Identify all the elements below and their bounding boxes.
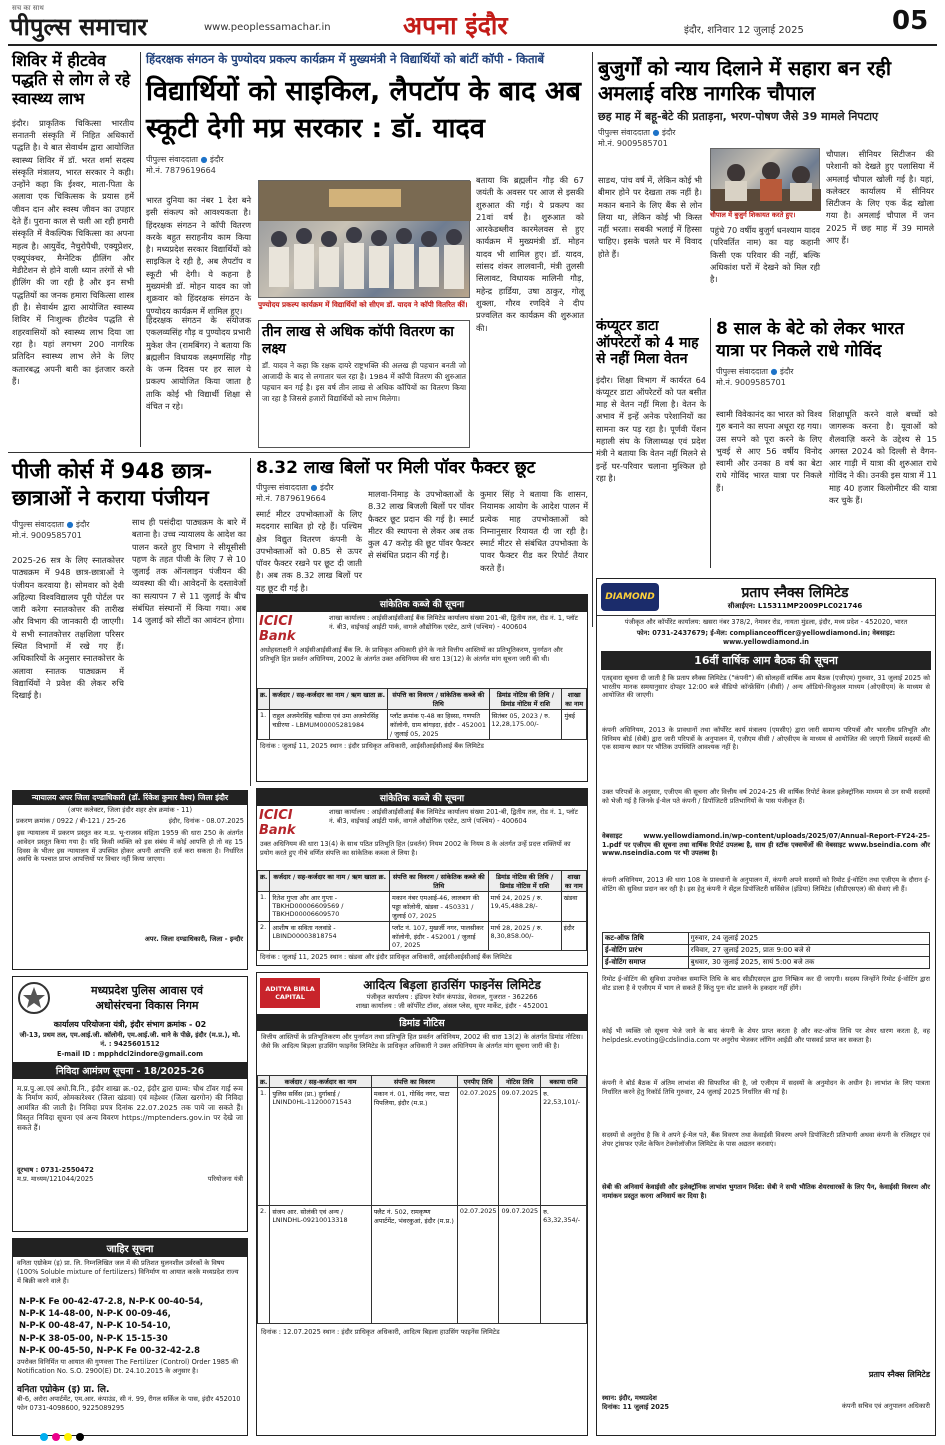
section-divider [8,452,592,453]
bullet-icon: ● [200,154,208,164]
sidebar-box-body: डॉ. यादव ने कहा कि रक्षक दायरे राष्ट्रभक्ति की अलख ही पहचान बनती जो आजादी के बाद से लगातार चल रहा है। 1984 में कॉपी वितरण की शुरुआत पहचान बन गई है। इस वर्ष तीन लाख से अधिक कॉपियों का वितरण किया जा रहा है जिससे हजारों विद्यार्थियों को लाभ मिलेगा। [262,361,466,404]
byline-mobile: मो.नं. 7879619664 [146,165,216,175]
group-photo-icon [259,181,471,299]
byline-mobile: मो.नं. 9009585701 [716,378,786,388]
agm-para-5: रिमोट ई-वोटिंग की सुविधा उपरोक्त समाप्ति तिथि के बाद सीडीएसएल द्वारा निष्क्रिय कर दी जाएगी। सदस्य जिन्होंने रिमोट ई-वोटिंग द्वारा वोट डाला है वे एजीएम में भाग ले सकते हैं किंतु पुनः वोट डालने के हकदार नहीं होंगे। [602,974,930,992]
table-cell: रु. 63,32,354/- [541,1205,587,1323]
org-office: कार्यालय परियोजना यंत्री, इंदौर संभाग क्रमांक - 02 [53,1020,207,1029]
notice-address: शाखा कार्यालय : आईसीआईसीआई बैंक लिमिटेड कार्यालय संख्या 201-बी, द्वितीय तल, रोड नं. 1, प्लॉट नं. बी3, वाईफाई आईटी पार्क, वागले औद्योगिक एस्टेट, ठाणे (पश्चिम) - 400604 [329,808,578,825]
yatra-headline: 8 साल के बेटे को लेकर भारत यात्रा पर निकले राधे गोविंद [716,319,905,362]
agm-signature [602,1369,930,1429]
table-cell: 1. [258,892,270,922]
table-cell: ई-वोटिंग प्रारंभ [603,944,689,956]
sign-place: स्थान: इंदौर, मध्यप्रदेश [602,1394,657,1402]
table-row [258,1205,587,1323]
court-notice [12,790,248,970]
website-link[interactable]: www.peoplessamachar.in [204,22,331,33]
yellow-diamond-logo: DIAMOND [601,583,659,611]
court-case-no: प्रकरण क्रमांक / 0922 / बी-121 / 25-26 [16,816,126,825]
elder-byline [598,127,936,138]
elder-col-2: पहुंचे 70 वर्षीय बुजुर्ग धनश्याम यादव (परिवर्तित नाम) का यह कहानी किसी एक परिवार की नहीं, बल्कि अधिकांश घरों में देखने को मिल रही है। [710,225,820,285]
aditya-notice-text: वित्तीय आस्तियों के प्रतिभूतिकरण और पुनर्गठन तथा प्रतिभूति हित प्रवर्तन अधिनियम, 2002 की धारा 13(2) के अंतर्गत डिमांड नोटिस। जैसे कि आदित्य बिड़ला हाउसिंग फाइनेंस लिमिटेड के प्राधिकृत अधिकारी ने उक्त अधिनियम के अंतर्गत मांग सूचना जारी की है। [261,1032,583,1050]
table-cell: मार्च 28, 2025 / रु. 8,30,858.00/- [488,922,561,951]
table-cell: प्लॉट नं. 107, मुखर्जी नगर, पालसीकर कॉलोनी, इंदौर - 452001 / जुलाई 07, 2025 [390,922,488,951]
newspaper-logo: पीपुल्स समाचार [10,12,148,41]
notice-footer: दिनांक : जुलाई 11, 2025 स्थान : इंदौर प्राधिकृत अधिकारी, आईसीआईसीआई बैंक लिमिटेड [260,742,484,750]
power-col-3: कुमार सिंह ने बताया कि शासन, नियामक आयोग के आदेश पालन में प्रत्येक माह उपभोक्ताओं को निम्नानुसार रियायत दी जा रही है। स्मार्ट मीटर से संबंधित उपभोक्ता के पावर फैक्टर रीड कर रिपोर्ट तैयार करते हैं। [480,489,588,573]
notice-table [257,870,587,951]
registration-mark-cyan [40,1433,48,1441]
annual-report-link[interactable]: वेबसाइट www.yellowdiamond.in/wp-content/uploads/2025/07/Annual-Report-FY24-25-1.pdf पर एजीएम की सूचना तथा वार्षिक रिपोर्ट उपलब्ध है, साथ ही स्टॉक एक्सचेंजों की वेबसाइट www.bseindia.com और www.nseindia.com पर भी उपलब्ध है। [602,831,930,858]
table-cell: सितंबर 05, 2023 / रु. 12,28,175.00/- [489,710,562,740]
dateline: इंदौर, शनिवार 12 जुलाई 2025 [684,25,804,36]
table-cell: रितेश गुप्ता और आर गुप्ता - TBKHD00006609569 / TBKHD00006609570 [270,892,390,922]
table-cell: 09.07.2025 [499,1087,541,1205]
lead-sidebar-box [258,320,470,448]
table-header: एनपीए तिथि [457,1075,499,1087]
table-cell: इंदौर [561,922,586,951]
company-address: पंजीकृत और कॉर्पोरेट कार्यालय: खसरा नंबर 378/2, नेमावर रोड, नायता मुंडला, इंदौर, मध्य प्रदेश - 452020, भारत [624,618,908,626]
masthead-divider [8,44,937,46]
table-row [258,710,587,740]
table-header: कर्जदार / सह-कर्जदार का नाम [270,1075,371,1087]
lead-story [146,52,586,452]
aditya-notice-title: डिमांड नोटिस [257,1014,587,1031]
icici-notice-1 [256,594,588,782]
pg-story [12,458,248,786]
table-cell: 09.07.2025 [499,1205,541,1323]
table-cell: पुलिस सर्विस (प्रा.) दुर्गाबाई / LNIND0HL-11200071543 [270,1087,371,1205]
agm-para-3: उक्त परिपत्रों के अनुसार, एजीएम की सूचना और वित्तीय वर्ष 2024-25 की वार्षिक रिपोर्ट केवल इलेक्ट्रॉनिक माध्यम से उन सभी सदस्यों को भेजी गई है जिनके ई-मेल पते कंपनी / डिपॉजिटरी प्रतिभागियों के पास पंजीकृत हैं। [602,787,930,805]
left-story [12,52,134,452]
agm-para-9: सेबी की अनिवार्य केवाईसी और इलेक्ट्रॉनिक लाभांश भुगतान निर्देश: सेबी ने सभी भौतिक शेयरधारकों के लिए पैन, केवाईसी विवरण और नामांकन प्रस्तुत करना अनिवार्य कर दिया है। [602,1182,930,1200]
table-cell: रु. 22,53,101/- [541,1087,587,1205]
byline-city: इंदौर [320,483,334,493]
table-cell: आशीष वा सविता नलवांडे - LBIND00003818754 [270,922,390,951]
public-notice [12,1238,248,1436]
elder-deck: छह माह में बहू-बेटे की प्रताड़ना, भरण-पोषण जैसे 39 मामले निपटाए [598,110,879,123]
list-item: N-P-K 38-05-00, N-P-K 15-15-30 [19,1332,168,1343]
bullet-icon: ● [66,519,74,529]
org-name-line2: अधोसंरचना विकास निगम [95,999,199,1012]
byline-author: पीपुल्स संवाददाता [12,519,64,529]
yatra-byline [716,366,938,377]
table-cell: मार्च 24, 2025 / रु. 19,45,488.28/- [488,892,561,922]
notice-table [257,688,587,740]
table-row [603,944,930,956]
pg-col-1: 2025-26 सत्र के लिए स्नातकोत्तर पाठ्यक्रम में 948 छात्र-छात्राओं ने पंजीयन करवाया है। सोमवार को देवी अहिल्या विश्वविद्यालय पूरी पोर्टल पर जारी करेगा स्नातकोत्तर की तारीख और विभाग की जानकारी दी जाएगी। ये सभी स्नातकोत्तर तक्षशिला परिसर स्थित विभागों में रखे गए हैं। अधिकारियों के अनुसार स्नातकोत्तर के अलावा स्नातक पाठ्यक्रम में विद्यार्थियों ने प्रवेश की लेकर रुचि दिखाई है। [12,555,124,701]
agm-para-4: कंपनी अधिनियम, 2013 की धारा 108 के प्रावधानों के अनुपालन में, कंपनी अपने सदस्यों को रिमोट ई-वोटिंग तथा एजीएम के दौरान ई-वोटिंग की सुविधा प्रदान कर रही है। इस हेतु कंपनी ने सेंट्रल डिपॉजिटरी सर्विसेज (इंडिया) लिमिटेड (सीडीएसएल) की सेवाएं ली हैं। [602,875,930,893]
list-item: N-P-K 14-48-00, N-P-K 00-09-46, [19,1308,171,1319]
icici-logo: ICICI Bank [259,614,296,644]
elder-story [598,56,936,311]
agm-title: 16वीं वार्षिक आम बैठक की सूचना [601,651,931,670]
sign-company: प्रताप स्नैक्स लिमिटेड [868,1370,930,1379]
registration-mark-black [76,1433,84,1441]
left-story-body: इंदौर। प्राकृतिक चिकित्सा भारतीय सनातनी संस्कृति में निहित अधिकारों पद्धति है। ये बात सेवार्थम द्वारा आयोजित स्वास्थ्य शिविर में डॉ. भरत शर्मा सदस्य संस्कृति मंत्रालय, भारत सरकार ने कही। उन्होंने कहा कि ईश्वर, माता-पिता के अलावा एक चिकित्सक के प्रयास हमें जीवन दान और स्वस्थ जीवन का उपहार देते हैं। पुराना काल से चली आ रही हमारी संस्कृति में वैकल्पिक चिकित्सा का अपना महत्व है। आयुर्वेद, नैचुरोपैथी, एक्यूप्रेशर, एक्यूपंक्चर, मैग्नेटिक हीलिंग और मेडीटेशन से होने वाली ध्यान तरंगों से भी हीलिंग की जा रही है और इन सभी पद्धतियों का जनक हमारा चिकित्सा शास्त्र ही है। सेवार्थम द्वारा आयोजित स्वास्थ्य शिविर में निःशुल्क हीटवेव पद्धति से शहरवासियों को स्वास्थ्य लाभ दिया जा रहा है। यहां लगभग 200 नागरिक प्रतिदिन स्वास्थ्य लाभ लेने के लिए कतारबद्ध अपनी बारी का इंतजार करते हैं। [12,117,134,386]
table-cell: कट-ऑफ तिथि [603,932,689,944]
list-item: N-P-K 00-48-47, N-P-K 10-54-10, [19,1320,171,1331]
court-notice-body: इस न्यायालय में प्रकरण प्रस्तुत कर म.प्र. भू-राजस्व संहिता 1959 की धारा 250 के अंतर्गत आवेदन प्रस्तुत किया गया है। यदि किसी व्यक्ति को इस संबंध में कोई आपत्ति हो तो वह 15 दिवस के भीतर इस न्यायालय में उपस्थित होकर अपनी आपत्ति दर्ज करा सकता है। निर्धारित अवधि के पश्चात प्राप्त आपत्तियों पर विचार नहीं किया जाएगा। [17,828,243,864]
yatra-col-1: स्वामी विवेकानंद का भारत को विश्व गुरु बनाने का सपना अधूरा रह गया। उस सपने को पूरा करने के लिए भुवई से आए 56 वर्षीय विनोद स्वामी और उनका 8 वर्ष का बेटा राधे गोविंद भारत यात्रा पर निकले हैं। [716,409,822,493]
table-cell: 2. [258,922,270,951]
public-notice-title: जाहिर सूचना [13,1239,247,1257]
table-cell: ई-वोटिंग समाप्त [603,956,689,968]
power-col-1: स्मार्ट मीटर उपभोक्ताओं के लिए मददगार साबित हो रहे हैं। पश्चिम क्षेत्र विद्युत वितरण कंपनी के उपभोक्ताओं को 0.85 से ऊपर पॉवर फैक्टर रखने पर छूट दी जाती है। अब तक 8.32 लाख बिलों पर यह छूट दी गई है। [256,509,362,593]
notice-title: सांकेतिक कब्जे की सूचना [257,789,587,806]
table-cell: 02.07.2025 [457,1205,499,1323]
aditya-office: शाखा कार्यालय : जी कॉर्पोरेट टॉवर, अंसल प्लेस, सुपर मार्केट, इंदौर - 452001 [355,1001,549,1010]
elder-photo-caption: चौपाल में बुजुर्ग शिकायत करते हुए। [710,211,796,219]
column-divider [592,52,593,627]
power-col-2: मालवा-निमाड़ के उपभोक्ताओं के 8.32 लाख बिजली बिलों पर पॉवर फैक्टर छूट प्रदान की गई है। स्मार्ट मीटर की स्थापना से लेकर अब तक कुल 47 करोड़ की छूट पॉवर फैक्टर से संबंधित प्रदान की गई है। [368,489,474,561]
police-housing-tender [12,976,248,1232]
agm-para-6: कोई भी व्यक्ति जो सूचना भेजे जाने के बाद कंपनी के शेयर प्राप्त करता है और कट-ऑफ तिथि पर शेयर धारण करता है, वह helpdesk.evoting@cdslindia.com पर अनुरोध भेजकर लॉगिन आईडी और पासवर्ड प्राप्त कर सकता है। [602,1026,930,1044]
company-contact: फोन: 0731-2437679; ई-मेल: complianceofficer@yellowdiamond.in; वेबसाइट: www.yellowdiamond.in [636,628,896,646]
lead-photo-caption: पुण्योदय प्रकल्प कार्यक्रम में विद्यार्थियों को सीएम डॉ. यादव ने कॉपी वितरित कीं। [258,300,468,309]
bullet-icon: ● [652,128,660,137]
sidebar-box-title: तीन लाख से अधिक कॉपी वितरण का लक्ष्य [262,324,454,357]
table-cell: मकान नंबर एमआई-46, लालबाग की पड्डा कॉलोनी, खंडवा - 450331 / जुलाई 07, 2025 [390,892,488,922]
table-header: संपत्ति का विवरण / सांकेतिक कब्जे की तिथि [390,871,488,892]
elder-col-3: चौपाल। सीनियर सिटीजन की परेशानी को देखते हुए पलासिया में अमलाई चौपाल खोली गई है। यहां, कलेक्टर कार्यालय में सीनियर सिटीजन के लिए एक केंद्र खोला गया है। अमलाई चौपाल में जन 2025 में छह माह में 39 मामले आए हैं। [826,149,934,246]
court-date: इंदौर, दिनांक - 08.07.2025 [168,816,244,825]
section-title: अपना इंदौर [403,11,508,40]
tender-ref: म.प्र. माध्यम/121044/2025 [17,1174,94,1183]
table-header: कर्जदार / सह-कर्जदार का नाम / ऋण खाता क्र. [270,689,388,710]
tender-sign: परियोजना यंत्री [207,1174,243,1183]
fertilizer-company: वनिता एग्रोकेम (इ) प्रा. लि. [17,1384,110,1395]
lead-col-2: हिंदरक्षक संगठन के संयोजक एकलव्यसिंह गौड़ व पुण्योदय प्रभारी मुकेश जैन (रामबिंगर) ने बताया कि ब्रह्मलीन विधायक लक्ष्मणसिंह गौड़ के जन्म दिवस पर हर साल ये प्रकल्प आयोजित किया जाता है ताकि कोई भी विद्यार्थी शिक्षा से वंचित न रहे। [146,315,251,412]
byline-mobile: मो.नं. 9009585701 [598,139,668,148]
table-header: डिमांड नोटिस की तिथि / डिमांड नोटिस में राशि [489,689,562,710]
fertilizer-company-address: बी-6, अरोरा अपार्टमेंट, एम.आर. कंपाउंड, सी नं. 99, रीगल सर्किल के पास, इंदौर 452010 फोन 0731-4098600, 9225089295 [17,1394,241,1412]
column-divider [710,318,711,568]
table-cell: रविवार, 27 जुलाई 2025, प्रातः 9:00 बजे से [688,944,929,956]
brand-tagline: सच का साथ [12,4,44,12]
lead-col-3: बताया कि ब्रह्मलीन गौड़ की 67 जयंती के अवसर पर आज से इसकी शुरुआत की गई। ये प्रकल्प का 21वां वर्ष है। शुरुआत को आरकेडब्लीव कारमेलवस से हुए कार्यक्रम में मुख्यमंत्री डॉ. मोहन यादव भी शामिल हुए। डॉ. यादव, सांसद शंकर लालवानी, मंत्री तुलसी सिलावट, विधायक मालिनी गौड़, महेन्द्र हार्डिया, उषा ठाकुर, गोलू शुक्ला, गौरव रणदिवे ने दीप प्रज्वलित कर कार्यक्रम की शुरुआत की। [476,175,584,333]
byline-city: इंदौर [780,367,794,377]
police-emblem-icon [17,981,51,1015]
aditya-table [257,1075,587,1324]
page-number: 05 [892,6,929,36]
table-cell: गुरुवार, 24 जुलाई 2025 [688,932,929,944]
byline-author: पीपुल्स संवाददाता [256,483,308,493]
pg-col-2: साथ ही पसंदीदा पाठ्यक्रम के बारे में बताना है। उच्च न्यायालय के आदेश का पालन करते हुए विभाग ने सीयूसीसी पहण के तहत पीजी के लिए 7 से 10 जुलाई तक ऑनलाइन पंजीयन की व्यवस्था की थी। आवेदनों के दस्तावेजों का सत्यापन 7 से 11 जुलाई के बीच संबंधित संस्थानों में किया गया। अब 14 जुलाई को सीटों का आवंटन होगा। [132,517,246,626]
tender-body: म.प्र.पु.आ.एवं अधो.वि.नि., इंदौर शाखा क्र.-02, इंदौर द्वारा ग्राम्य: चौथ टॉवर गाई रूम के निर्माण कार्य, ओमकारेश्वर (जिला खंडवा) एवं महेश्वर (जिला खरगोन) की निविदा आमंत्रित की जाती है। निविदा प्रपत्र दिनांक 22.07.2025 तक पाये जा सकते हैं। विस्तृत निविदा सूचना एवं अन्य विवरण https://mptenders.gov.in पर देखे जा सकते हैं। [17,1083,243,1132]
power-headline: 8.32 लाख बिलों पर मिली पॉवर फैक्टर छूट [256,458,536,478]
pratap-agm-notice [596,578,936,1436]
agm-para-8: सदस्यों से अनुरोध है कि वे अपने ई-मेल पते, बैंक विवरण तथा केवाईसी विवरण अपने डिपॉजिटरी प्रतिभागी अथवा कंपनी के रजिस्ट्रार एवं शेयर ट्रांसफर एजेंट केफिन टेक्नोलॉजीज लिमिटेड के पास अद्यतन करवाएं। [602,1130,930,1148]
byline-city: इंदौर [76,519,90,529]
list-item: N-P-K Fe 00-42-47-2.8, N-P-K 00-40-54, [19,1296,204,1306]
icici-logo: ICICI Bank [259,808,296,838]
table-row [258,922,587,951]
table-row [603,956,930,968]
yatra-col-2: शिक्षाधूति करने वाले बच्चों को जागरूक करना है। यूवाओं को शैलवाज़ि करने के उद्देश्य से 15 अगस्त 2024 को दिल्ली से वैगन-आर गाड़ी में यात्रा की शुरुआत राधे गोविंद ने की। उनकी इस यात्रा में 11 माह 40 हजार किलोमीटर की यात्रा कर चुके हैं। [829,409,937,506]
table-cell: बुधवार, 30 जुलाई 2025, सायं 5:00 बजे तक [688,956,929,968]
org-email[interactable]: E-mail ID : mpphdcl2indore@gmail.com [57,1049,203,1058]
public-notice-footer: उपरोक्त विनिर्मित या आयात की गुणवत्ता The Fertilizer (Control) Order 1985 की Notification No. S.O. 2900(E) Dt. 24.10.2015 के अनुसार है। [17,1357,239,1375]
bullet-icon: ● [770,367,778,377]
table-cell: 1. [258,1087,270,1205]
table-header: क्र. [258,871,270,892]
byline-author: पीपुल्स संवाददाता [146,154,198,164]
table-header: बकाया राशि [541,1075,587,1087]
table-cell: राहुल अजमेरसिंह चडीरया एवं उमा अजमेरसिंह चडीरया - LBMUM00005281984 [270,710,388,740]
registration-mark-yellow [64,1433,72,1441]
notice-text: अधोहस्ताक्षरी ने आईसीआईसीआई बैंक लि. के प्राधिकृत अधिकारी होने के नाते वित्तीय आस्तियों का प्रतिभूतिकरण, पुनर्गठन और प्रतिभूति हित प्रवर्तन अधिनियम, 2002 के अंतर्गत उक्त अधिनियम की धारा 13(12) के अंतर्गत मांग सूचना जारी की थी। [260,646,563,663]
elder-col-1: साडथ, पांच वर्ष में, लेकिन कोई भी बीमार होने पर देखता तक नहीं है। मकान बनाने के लिए बैंक से लोन लिया था, लेकिन कोई भी किस्त नहीं भरता। सबकी भलाई में हिस्सा चाहिए। इसके चलते घर में विवाद होते हैं। [598,175,702,259]
byline-mobile: मो.नं. 9009585701 [12,530,82,540]
table-cell: संजय आर. सोलंकी एवं अन्य / LNINDHL-09210013318 [270,1205,371,1323]
registration-mark-magenta [52,1433,60,1441]
byline-city: इंदौर [662,128,676,137]
byline-mobile: मो.नं. 7879619664 [256,494,326,504]
notice-title: सांकेतिक कब्जे की सूचना [257,595,587,612]
table-cell: खंडवा [561,892,586,922]
fertilizer-grades [13,1295,247,1356]
lead-kicker: हिंदरक्षक संगठन के पुण्योदय प्रकल्प कार्यक्रम में मुख्यमंत्री ने विद्यार्थियों को बांटीं कॉपी - किताबें [146,52,545,66]
table-header: शाखा का नाम [562,689,587,710]
table-cell: 02.07.2025 [457,1087,499,1205]
sign-date: दिनांक: 11 जुलाई 2025 [602,1402,669,1411]
elder-headline: बुजुर्गों को न्याय दिलाने में सहारा बन रही अमलाई वरिष्ठ नागरिक चौपाल [598,56,892,105]
agm-para-7: कंपनी ने बोर्ड बैठक में अंतिम लाभांश की सिफारिश की है, जो एजीएम में सदस्यों के अनुमोदन के अधीन है। लाभांश के लिए पात्रता निर्धारित करने हेतु रिकॉर्ड तिथि गुरुवार, 24 जुलाई 2025 निर्धारित की गई है। [602,1078,930,1096]
computer-body: इंदौर। शिक्षा विभाग में कार्यरत 64 कंप्यूटर डाटा ऑपरेटरों को पत बसीत माह से वेतन नहीं मिला है। वेतन के अभाव में इन्हें अनेक परेशानियों का सामना कर पड़ रहा है। पूर्णवी पेंशन महाली संघ के जिलाध्यक्ष एवं प्रदेश मंत्री ने बताया कि वेतन नहीं मिलने से इन्हें घर-परिवार चलाना मुश्किल हो रहा है। [596,374,706,483]
company-name: प्रताप स्नैक्स लिमिटेड [741,585,849,601]
table-header: कर्जदार / सह-कर्जदार का नाम / ऋण खाता क्र. [270,871,390,892]
elder-photo [710,148,820,210]
tender-phone: दूरभाष : 0731-2550472 [17,1165,94,1174]
column-divider [250,458,251,786]
table-header: संपत्ति का विवरण / सांकेतिक कब्जे की तिथि [388,689,489,710]
table-header: संपत्ति का विवरण [371,1075,457,1087]
table-row [258,1087,587,1205]
aditya-birla-notice [256,972,588,1436]
yatra-story [716,318,938,570]
table-header: क्र. [258,1075,270,1087]
tender-title: निविदा आमंत्रण सूचना - 18/2025-26 [13,1062,247,1079]
table-header: नोटिस तिथि [499,1075,541,1087]
court-notice-sign: अपर. जिला दण्डाधिकारी, जिला - इन्दौर [144,934,243,943]
aditya-footer: दिनांक : 12.07.2025 स्थान : इंदौर प्राधिकृत अधिकारी, आदित्य बिड़ला हाउसिंग फाइनेंस लिमिटेड [261,1327,500,1336]
pg-headline: पीजी कोर्स में 948 छात्र-छात्राओं ने कराया पंजीयन [12,459,213,511]
list-item: N-P-K 00-45-50, N-P-K Fe 00-32-42-2.8 [19,1344,200,1355]
lead-photo [258,180,470,298]
evoting-table [602,932,930,969]
lead-byline [146,154,586,165]
agm-para-1: एतद्द्वारा सूचना दी जाती है कि प्रताप स्नैक्स लिमिटेड ("कंपनी") की सोलहवीं वार्षिक आम बैठक (एजीएम) गुरुवार, 31 जुलाई 2025 को भारतीय मानक समयानुसार दोपहर 12:00 बजे वीडियो कॉन्फ्रेंसिंग (वीसी) / अन्य ऑडियो-विजुअल माध्यम (ओएवीएम) के माध्यम से आयोजित की जाएगी। [602,673,930,700]
sign-title: कंपनी सचिव एवं अनुपालन अधिकारी [841,1401,930,1410]
org-address: जी-13, प्रथम तल, एम.आई.जी. कॉलोनी, एम.आई.जी. थाने के पीछे, इंदौर (म.प्र.), मो. नं. : 9425601512 [19,1031,241,1048]
notice-footer: दिनांक : जुलाई 11, 2025 स्थान : खंडवा और इंदौर प्राधिकृत अधिकारी, आईसीआईसीआई बैंक लिमिटेड [260,953,512,961]
table-cell: फ्लैट नं. 502, रामकृष्ण अपार्टमेंट, भंवरकुआं, इंदौर (म.प्र.) [371,1205,457,1323]
bullet-icon: ● [310,483,318,493]
table-cell: मकान नं. 01, गोविंद नगर, पाटा पिपलिया, इंदौर (म.प्र.) [371,1087,457,1205]
table-cell: प्लॉट क्रमांक ए-48 का हिस्सा, गणपति कॉलोनी, ग्राम बांगड़दा, इंदौर - 452001 / जुलाई 05, 2025 [388,710,489,740]
column-divider [140,52,141,447]
left-story-headline: शिविर में हीटवेव पद्धति से लोग ले रहे स्वास्थ्य लाभ [12,51,131,108]
notice-address: शाखा कार्यालय : आईसीआईसीआई बैंक लिमिटेड कार्यालय संख्या 201-बी, द्वितीय तल, रोड नं. 1, प्लॉट नं. बी3, वाईफाई आईटी पार्क, वागले औद्योगिक एस्टेट, ठाणे (पश्चिम) - 400604 [329,614,578,631]
table-header: डिमांड नोटिस की तिथि / डिमांड नोटिस में राशि [488,871,561,892]
agm-para-2: कंपनी अधिनियम, 2013 के प्रावधानों तथा कॉर्पोरेट कार्य मंत्रालय (एमसीए) द्वारा जारी सामान्य परिपत्रों और भारतीय प्रतिभूति और विनिमय बोर्ड (सेबी) द्वारा जारी परिपत्रों के अनुपालन में, एजीएम वीसी / ओएवीएम के माध्यम से आयोजित की जाएगी जिसमें सदस्यों की एक सामान्य स्थान पर भौतिक उपस्थिति आवश्यक नहीं है। [602,725,930,752]
org-name-line1: मध्यप्रदेश पुलिस आवास एवं [91,984,203,997]
byline-author: पीपुल्स संवाददाता [598,128,650,137]
public-notice-body: वनिता एग्रोकेम (इ) प्रा. लि. निम्नलिखित जल में की प्रतिशत घुलनशील उर्वरकों के विषय (100% Soluble mixture of fertilizers) विनिर्माण या आयात करके मध्यप्रदेश राज्य में बिक्री करने वाले हैं। [17,1259,239,1285]
byline-author: पीपुल्स संवाददाता [716,367,768,377]
computer-headline: कंप्यूटर डाटा ऑपरेटरों को 4 माह से नहीं मिला वेतन [596,318,699,368]
lead-headline: विद्यार्थियों को साइकिल, लैपटॉप के बाद अब स्कूटी देगी मप्र सरकार : डॉ. यादव [146,76,581,145]
lead-col-1: भारत दुनिया का नंबर 1 देश बने इसी संकल्प को आवश्यकता है। हिंदरक्षक संगठन ने कॉपी वितरण करके बहुत सराहनीय काम किया है। मध्यप्रदेश सरकार विद्यार्थियों को साइकिल दे रही है, अब लैपटॉप व स्कूटी भी देगी। ये कहना है मुख्यमंत्री डॉ. मोहन यादव का जो शुक्रवार को हिंदरक्षक संगठन के पुण्योदय कार्यक्रम में शामिल हुए। [146,195,251,316]
table-cell: 2. [258,1205,270,1323]
table-cell: मुंबई [562,710,587,740]
notice-text: उक्त अधिनियम की धारा 13(4) के साथ पठित प्रतिभूति हित (प्रवर्तन) नियम 2002 के नियम 8 के अंतर्गत उन्हें प्रदत्त शक्तियों का प्रयोग करते हुए नीचे वर्णित संपत्ति का सांकेतिक कब्जा ले लिया है। [260,840,571,857]
table-header: शाखा का नाम [561,871,586,892]
icici-notice-2 [256,788,588,966]
company-cin: सीआईएन: L15311MP2009PLC021746 [727,602,863,610]
court-notice-title: न्यायालय अपर जिला दण्डाधिकारी (डॉ. रिंकेश कुमार वैश्य) जिला इंदौर [13,791,247,805]
masthead [8,2,937,42]
aditya-title: आदित्य बिड़ला हाउसिंग फाइनेंस लिमिटेड [363,978,541,992]
table-row [603,932,930,944]
power-story [256,458,588,593]
court-notice-subtitle: (अपर कलेक्टर, जिला इंदौर शहर क्षेत्र क्रमांक - 11) [67,806,193,814]
computer-story [596,318,706,570]
meeting-photo-icon [711,149,821,211]
byline-city: इंदौर [210,154,224,164]
table-header: क्र. [258,689,270,710]
table-cell: 1. [258,710,270,740]
aditya-regd: पंजीकृत कार्यालय : इंडियन रेयॉन कंपाउंड, वेरावल, गुजरात - 362266 [366,993,538,1001]
table-row [258,892,587,922]
aditya-birla-logo: ADITYA BIRLA CAPITAL [260,978,320,1008]
